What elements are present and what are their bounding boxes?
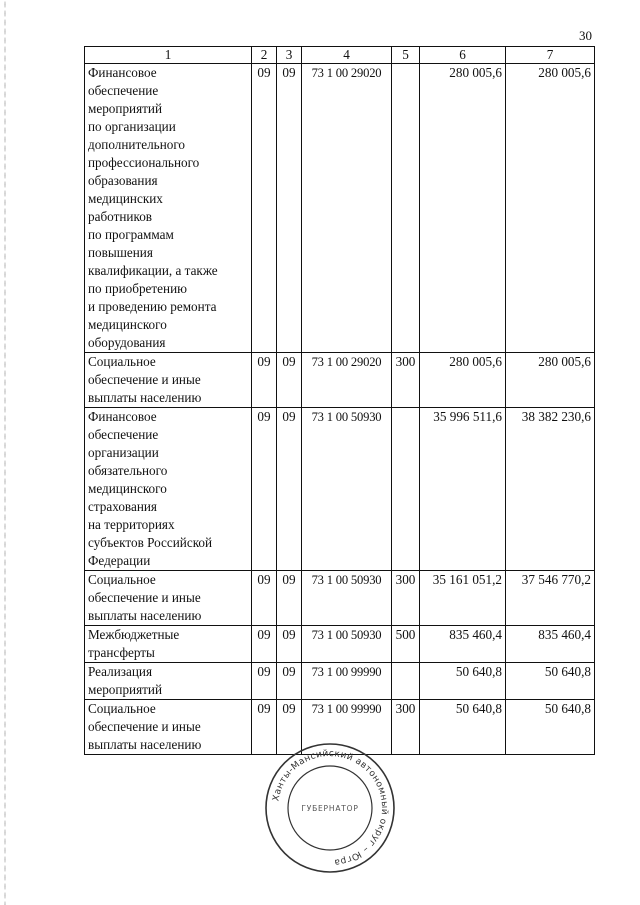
- row-name-line: по программам: [88, 227, 174, 242]
- row-name-line: профессионального: [88, 155, 200, 170]
- subsection-code-cell: 09: [277, 353, 302, 408]
- row-name-line: Федерации: [88, 553, 151, 568]
- row-name-line: на территориях: [88, 517, 175, 532]
- target-item-code-cell: 73 1 00 50930: [302, 408, 392, 571]
- row-name-line: обеспечение и иные: [88, 372, 201, 387]
- row-name-line: обеспечение и иные: [88, 590, 201, 605]
- header-cell: 4: [302, 47, 392, 64]
- row-name-cell: [85, 700, 252, 755]
- row-name-line: выплаты населению: [88, 390, 202, 405]
- row-name-line: дополнительного: [88, 137, 186, 152]
- row-name-line: повышения: [88, 245, 153, 260]
- expense-type-code-cell: 300: [392, 571, 420, 626]
- row-name-line: Социальное: [88, 354, 156, 369]
- official-seal: [262, 740, 398, 876]
- row-name-line: Социальное: [88, 572, 156, 587]
- row-name-line: организации: [88, 445, 159, 460]
- svg-text:Ханты-Мансийский автономный ок: Ханты-Мансийский автономный округ – Югра: [271, 748, 390, 867]
- header-cell: 3: [277, 47, 302, 64]
- row-name-line: мероприятий: [88, 101, 163, 116]
- target-item-code-cell: 73 1 00 29020: [302, 64, 392, 353]
- expense-type-code-cell: [392, 663, 420, 700]
- row-name-cell: [85, 626, 252, 663]
- subsection-code-cell: 09: [277, 408, 302, 571]
- row-name-line: Социальное: [88, 701, 156, 716]
- row-name-line: Межбюджетные: [88, 627, 180, 642]
- row-name-line: обеспечение и иные: [88, 719, 201, 734]
- row-name-cell: [85, 571, 252, 626]
- amount-year2-cell: 37 546 770,2: [506, 571, 595, 626]
- amount-year1-cell: 280 005,6: [420, 353, 506, 408]
- section-code-cell: 09: [252, 408, 277, 571]
- row-name-line: образования: [88, 173, 158, 188]
- row-name-line: мероприятий: [88, 682, 163, 697]
- row-name-line: по приобретению: [88, 281, 187, 296]
- row-name-cell: [85, 64, 252, 353]
- section-code-cell: 09: [252, 626, 277, 663]
- row-name-line: медицинского: [88, 317, 167, 332]
- amount-year1-cell: 35 996 511,6: [420, 408, 506, 571]
- row-name-line: медицинских: [88, 191, 163, 206]
- expense-type-code-cell: 300: [392, 353, 420, 408]
- row-name-line: выплаты населению: [88, 737, 202, 752]
- target-item-code-cell: 73 1 00 99990: [302, 700, 392, 755]
- amount-year2-cell: 50 640,8: [506, 700, 595, 755]
- row-name-line: Финансовое: [88, 65, 157, 80]
- amount-year2-cell: 835 460,4: [506, 626, 595, 663]
- expense-type-code-cell: 500: [392, 626, 420, 663]
- row-name-line: выплаты населению: [88, 608, 202, 623]
- amount-year1-cell: 50 640,8: [420, 700, 506, 755]
- subsection-code-cell: 09: [277, 663, 302, 700]
- target-item-code-cell: 73 1 00 99990: [302, 663, 392, 700]
- row-name-line: обеспечение: [88, 83, 159, 98]
- scan-edge-artifact: [4, 0, 6, 905]
- target-item-code-cell: 73 1 00 50930: [302, 626, 392, 663]
- row-name-line: работников: [88, 209, 153, 224]
- row-name-line: медицинского: [88, 481, 167, 496]
- target-item-code-cell: 73 1 00 29020: [302, 353, 392, 408]
- row-name-line: по организации: [88, 119, 176, 134]
- expense-type-code-cell: [392, 408, 420, 571]
- subsection-code-cell: 09: [277, 64, 302, 353]
- row-name-line: Реализация: [88, 664, 153, 679]
- header-cell: 5: [392, 47, 420, 64]
- row-name-cell: [85, 353, 252, 408]
- amount-year1-cell: 835 460,4: [420, 626, 506, 663]
- amount-year1-cell: 280 005,6: [420, 64, 506, 353]
- subsection-code-cell: 09: [277, 700, 302, 755]
- header-cell: 2: [252, 47, 277, 64]
- row-name-cell: [85, 408, 252, 571]
- table-row: [85, 64, 595, 353]
- row-name-line: квалификации, а также: [88, 263, 218, 278]
- section-code-cell: 09: [252, 700, 277, 755]
- amount-year2-cell: 38 382 230,6: [506, 408, 595, 571]
- header-cell: 7: [506, 47, 595, 64]
- row-name-line: страхования: [88, 499, 157, 514]
- budget-table: [84, 46, 595, 755]
- amount-year2-cell: 50 640,8: [506, 663, 595, 700]
- subsection-code-cell: 09: [277, 571, 302, 626]
- row-name-line: обязательного: [88, 463, 168, 478]
- svg-text:ГУБЕРНАТОР: ГУБЕРНАТОР: [301, 804, 359, 813]
- row-name-line: Финансовое: [88, 409, 157, 424]
- section-code-cell: 09: [252, 571, 277, 626]
- row-name-line: субъектов Российской: [88, 535, 213, 550]
- subsection-code-cell: 09: [277, 626, 302, 663]
- row-name-line: оборудования: [88, 335, 166, 350]
- row-name-line: обеспечение: [88, 427, 159, 442]
- table-row: [85, 571, 595, 626]
- amount-year2-cell: 280 005,6: [506, 353, 595, 408]
- table-row: [85, 353, 595, 408]
- section-code-cell: 09: [252, 663, 277, 700]
- table-row: [85, 663, 595, 700]
- page-number: 30: [579, 28, 592, 43]
- header-cell: 1: [85, 47, 252, 64]
- table-row: [85, 626, 595, 663]
- section-code-cell: 09: [252, 353, 277, 408]
- row-name-cell: [85, 663, 252, 700]
- section-code-cell: 09: [252, 64, 277, 353]
- expense-type-code-cell: 300: [392, 700, 420, 755]
- row-name-line: и проведению ремонта: [88, 299, 217, 314]
- amount-year1-cell: 50 640,8: [420, 663, 506, 700]
- amount-year1-cell: 35 161 051,2: [420, 571, 506, 626]
- amount-year2-cell: 280 005,6: [506, 64, 595, 353]
- header-cell: 6: [420, 47, 506, 64]
- header-row: [85, 47, 595, 64]
- target-item-code-cell: 73 1 00 50930: [302, 571, 392, 626]
- expense-type-code-cell: [392, 64, 420, 353]
- table-row: [85, 408, 595, 571]
- row-name-line: трансферты: [88, 645, 155, 660]
